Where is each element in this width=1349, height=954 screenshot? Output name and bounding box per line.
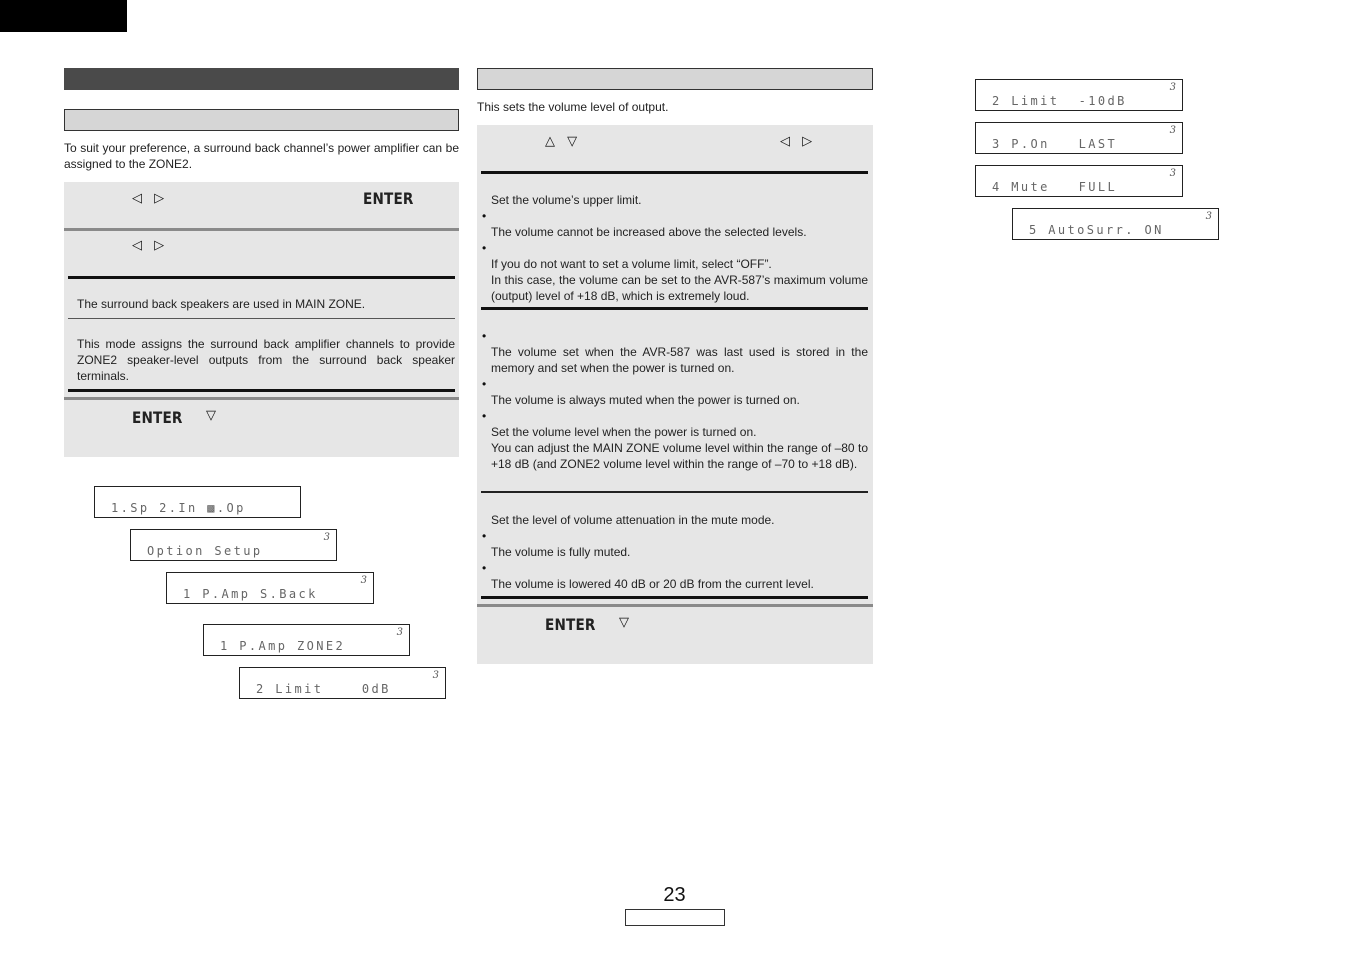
procedure-panel [64, 182, 459, 457]
lcd-text: 5 AutoSurr. ON [1029, 223, 1164, 237]
section-header-bar [64, 68, 459, 90]
lcd-display [203, 624, 410, 656]
lcd-display [130, 529, 337, 561]
limit-description: Set the volume’s upper limit. [491, 193, 642, 207]
mute-description: Set the level of volume attenuation in the mute mode. [491, 513, 775, 527]
step-divider [477, 604, 873, 607]
down-arrow-icon: ▽ [619, 615, 633, 630]
up-down-arrows-icon: △ ▽ [545, 134, 582, 149]
page-number: 23 [663, 884, 686, 906]
lcd-text: 3 P.On LAST [992, 137, 1118, 151]
lcd-mark: 3 [1169, 82, 1176, 93]
lcd-mark: 3 [360, 575, 367, 586]
intro-text: This sets the volume level of output. [477, 100, 669, 114]
bullet: • [482, 377, 487, 391]
lcd-mark: 3 [396, 627, 403, 638]
mute-note: The volume is lowered 40 dB or 20 dB from the current level. [491, 577, 814, 591]
bullet: • [482, 529, 487, 543]
bullet: • [482, 561, 487, 575]
power-on-note: You can adjust the MAIN ZONE volume level within the range of –80 to +18 dB (and ZONE2 volume level within the range of –70 to +18 dB). [491, 441, 868, 471]
lcd-mark: 3 [1205, 211, 1212, 222]
lcd-display [975, 165, 1183, 197]
limit-note: The volume cannot be increased above the selected levels. [491, 225, 807, 239]
subsection-header-bar [477, 68, 873, 90]
lcd-mark: 3 [1169, 168, 1176, 179]
option-divider [481, 171, 868, 174]
option-divider [481, 596, 868, 599]
lcd-text: Option Setup [147, 544, 263, 558]
power-on-note: The volume is always muted when the power is turned on. [491, 393, 800, 407]
lcd-text: 1.Sp 2.In ▩.Op [111, 501, 246, 515]
enter-key-label: ENTER [545, 615, 596, 634]
page-language-box [625, 909, 725, 926]
option-main-zone-text: The surround back speakers are used in MAIN ZONE. [77, 297, 366, 311]
lcd-display [94, 486, 301, 518]
down-arrow-icon: ▽ [206, 408, 220, 423]
bullet: • [482, 241, 487, 255]
lcd-text: 2 Limit 0dB [256, 682, 391, 696]
lcd-display [166, 572, 374, 604]
lcd-text: 4 Mute FULL [992, 180, 1118, 194]
lcd-text: 1 P.Amp ZONE2 [220, 639, 346, 653]
limit-note: In this case, the volume can be set to the AVR-587’s maximum volume (output) level of +18 dB, which is extremely loud. [491, 273, 868, 303]
left-right-arrows-icon: ◁ ▷ [780, 134, 817, 149]
section-tab [0, 0, 127, 32]
lcd-mark: 3 [323, 532, 330, 543]
lcd-display [239, 667, 446, 699]
option-divider [68, 318, 455, 319]
enter-key-label: ENTER [363, 189, 414, 208]
lcd-display [1012, 208, 1219, 240]
option-divider [481, 491, 868, 493]
left-right-arrows-icon: ◁ ▷ [132, 238, 169, 253]
lcd-display [975, 79, 1183, 111]
bullet: • [482, 329, 487, 343]
lcd-mark: 3 [432, 670, 439, 681]
power-on-note: The volume set when the AVR-587 was last used is stored in the memory and set when the power is turned on. [491, 345, 868, 375]
subsection-header-bar [64, 109, 459, 131]
option-divider [481, 307, 868, 310]
limit-note: If you do not want to set a volume limit, select “OFF”. [491, 257, 772, 271]
lcd-mark: 3 [1169, 125, 1176, 136]
bullet: • [482, 409, 487, 423]
procedure-panel [477, 125, 873, 664]
lcd-display [975, 122, 1183, 154]
enter-key-label: ENTER [132, 408, 183, 427]
intro-text: To suit your preference, a surround back channel’s power amplifier can be assigned to the ZONE2. [64, 141, 459, 171]
option-divider [68, 276, 455, 279]
step-divider [64, 228, 459, 231]
lcd-text: 1 P.Amp S.Back [183, 587, 318, 601]
step-divider [64, 397, 459, 400]
lcd-text: 2 Limit -10dB [992, 94, 1127, 108]
power-on-note: Set the volume level when the power is turned on. [491, 425, 757, 439]
mute-note: The volume is fully muted. [491, 545, 631, 559]
left-right-arrows-icon: ◁ ▷ [132, 191, 169, 206]
bullet: • [482, 209, 487, 223]
option-zone2-text: This mode assigns the surround back amplifier channels to provide ZONE2 speaker-level outputs from the surround back speaker terminals. [77, 337, 455, 383]
option-divider [68, 389, 455, 392]
